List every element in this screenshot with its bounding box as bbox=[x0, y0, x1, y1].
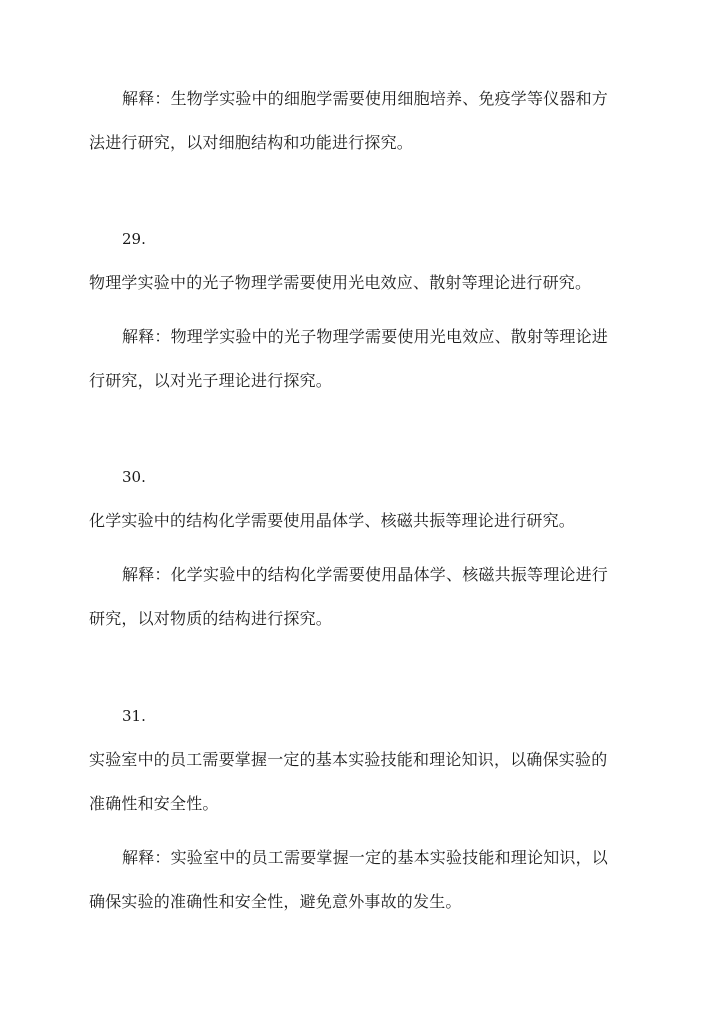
explanation-line: 行研究，以对光子理论进行探究。 bbox=[89, 371, 333, 390]
explanation-line: 解释：实验室中的员工需要掌握一定的基本实验技能和理论知识，以 bbox=[122, 848, 609, 867]
explanation-line: 解释：物理学实验中的光子物理学需要使用光电效应、散射等理论进 bbox=[122, 327, 609, 346]
question-number: 30. bbox=[122, 468, 146, 486]
explanation-line: 研究，以对物质的结构进行探究。 bbox=[89, 609, 333, 628]
explanation-line: 解释：化学实验中的结构化学需要使用晶体学、核磁共振等理论进行 bbox=[122, 565, 609, 584]
question-number: 29. bbox=[122, 230, 146, 248]
question-statement: 准确性和安全性。 bbox=[89, 794, 219, 813]
explanation-line: 解释：生物学实验中的细胞学需要使用细胞培养、免疫学等仪器和方 bbox=[122, 89, 609, 108]
question-statement: 物理学实验中的光子物理学需要使用光电效应、散射等理论进行研究。 bbox=[89, 273, 592, 292]
explanation-line: 法进行研究，以对细胞结构和功能进行探究。 bbox=[89, 133, 414, 152]
question-statement: 实验室中的员工需要掌握一定的基本实验技能和理论知识，以确保实验的 bbox=[89, 750, 608, 769]
question-number: 31. bbox=[122, 707, 146, 725]
explanation-line: 确保实验的准确性和安全性，避免意外事故的发生。 bbox=[89, 892, 462, 911]
question-statement: 化学实验中的结构化学需要使用晶体学、核磁共振等理论进行研究。 bbox=[89, 511, 576, 530]
